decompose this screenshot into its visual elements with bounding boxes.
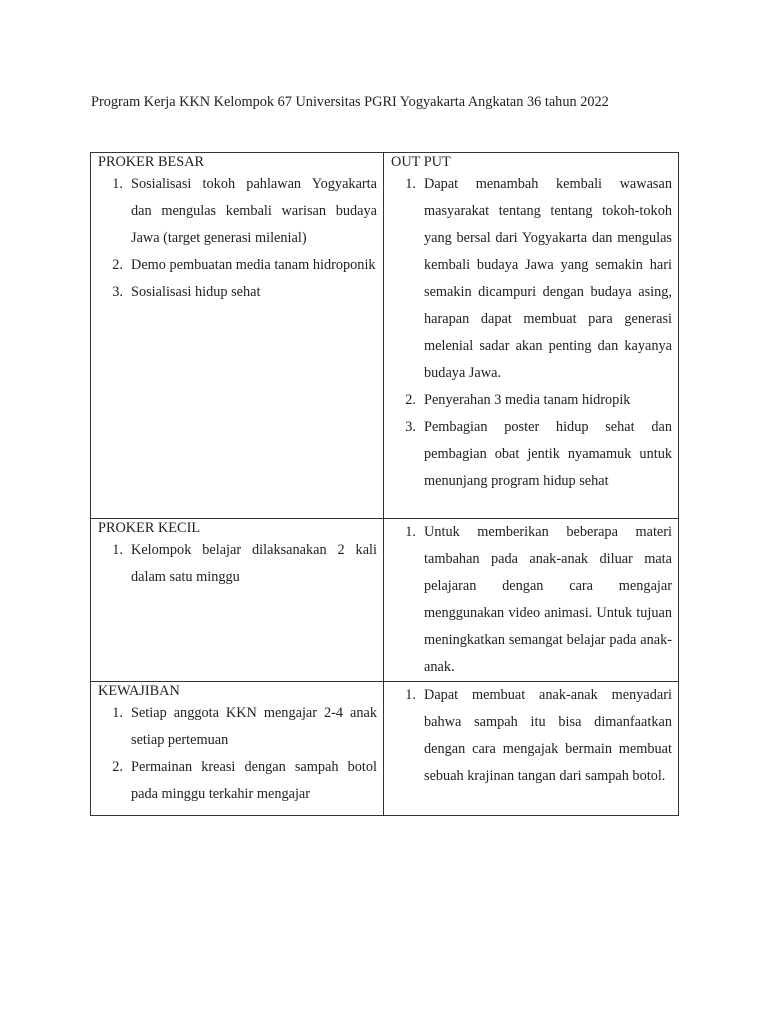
list-item bbox=[97, 754, 377, 808]
proker-besar-heading: PROKER BESAR bbox=[98, 154, 205, 170]
list-item bbox=[390, 414, 672, 495]
list-text: Dapat menambah kembali wawasan masyarakat tentang tentang tokoh-tokoh yang bersal dari Yogyakarta dan mengulas kembali budaya Jawa yang semakin hari semakin dicampuri dengan budaya asing, harapan dapat membuat para generasi melenial sadar akan penting dan kayanya budaya Jawa. bbox=[424, 176, 672, 381]
proker-kecil-list bbox=[97, 537, 377, 591]
list-item bbox=[97, 252, 377, 279]
proker-kecil-cell bbox=[91, 519, 384, 682]
list-text: Demo pembuatan media tanam hidroponik bbox=[131, 257, 376, 273]
kewajiban-heading: KEWAJIBAN bbox=[98, 683, 180, 699]
list-item bbox=[97, 537, 377, 591]
list-item bbox=[97, 279, 377, 306]
output-heading: OUT PUT bbox=[391, 154, 451, 170]
list-item bbox=[390, 387, 672, 414]
table-row-proker-kecil bbox=[91, 519, 679, 682]
list-number: 1. bbox=[112, 176, 123, 192]
list-item bbox=[390, 171, 672, 387]
output-cell-kewajiban bbox=[384, 682, 679, 816]
list-number: 3. bbox=[405, 419, 416, 435]
list-text: Sosialisasi tokoh pahlawan Yogyakarta dan mengulas kembali warisan budaya Jawa (target generasi milenial) bbox=[131, 176, 377, 246]
list-number: 2. bbox=[405, 392, 416, 408]
list-number: 3. bbox=[112, 284, 123, 300]
proker-kecil-heading: PROKER KECIL bbox=[98, 520, 201, 536]
list-text: Setiap anggota KKN mengajar 2-4 anak setiap pertemuan bbox=[131, 705, 377, 748]
list-item bbox=[390, 682, 672, 790]
list-text: Sosialisasi hidup sehat bbox=[131, 284, 261, 300]
list-text: Untuk memberikan beberapa materi tambahan pada anak-anak diluar mata pelajaran dengan cara mengajar menggunakan video animasi. Untuk tujuan meningkatkan semangat belajar pada anak-anak. bbox=[424, 524, 672, 675]
list-item bbox=[97, 700, 377, 754]
kewajiban-cell bbox=[91, 682, 384, 816]
document-title: Program Kerja KKN Kelompok 67 Universitas PGRI Yogyakarta Angkatan 36 tahun 2022 bbox=[91, 94, 609, 110]
output-cell-kecil bbox=[384, 519, 679, 682]
list-text: Pembagian poster hidup sehat dan pembagian obat jentik nyamamuk untuk menunjang program hidup sehat bbox=[424, 419, 672, 489]
list-text: Permainan kreasi dengan sampah botol pada minggu terkahir mengajar bbox=[131, 759, 377, 802]
list-number: 1. bbox=[405, 687, 416, 703]
list-number: 1. bbox=[405, 524, 416, 540]
list-text: Kelompok belajar dilaksanakan 2 kali dalam satu minggu bbox=[131, 542, 377, 585]
table-row-kewajiban bbox=[91, 682, 679, 816]
output-kewajiban-list bbox=[390, 682, 672, 790]
table-row-proker-besar bbox=[91, 153, 679, 519]
list-number: 1. bbox=[405, 176, 416, 192]
output-besar-list bbox=[390, 171, 672, 495]
list-text: Penyerahan 3 media tanam hidropik bbox=[424, 392, 631, 408]
list-item bbox=[97, 171, 377, 252]
output-cell-besar bbox=[384, 153, 679, 519]
proker-table bbox=[90, 152, 679, 816]
proker-besar-list bbox=[97, 171, 377, 306]
list-number: 2. bbox=[112, 257, 123, 273]
output-kecil-list bbox=[390, 519, 672, 681]
list-number: 1. bbox=[112, 542, 123, 558]
list-number: 2. bbox=[112, 759, 123, 775]
proker-besar-cell bbox=[91, 153, 384, 519]
kewajiban-list bbox=[97, 700, 377, 808]
list-item bbox=[390, 519, 672, 681]
list-text: Dapat membuat anak-anak menyadari bahwa sampah itu bisa dimanfaatkan dengan cara mengajak bermain membuat sebuah krajinan tangan dari sampah botol. bbox=[424, 687, 672, 784]
list-number: 1. bbox=[112, 705, 123, 721]
